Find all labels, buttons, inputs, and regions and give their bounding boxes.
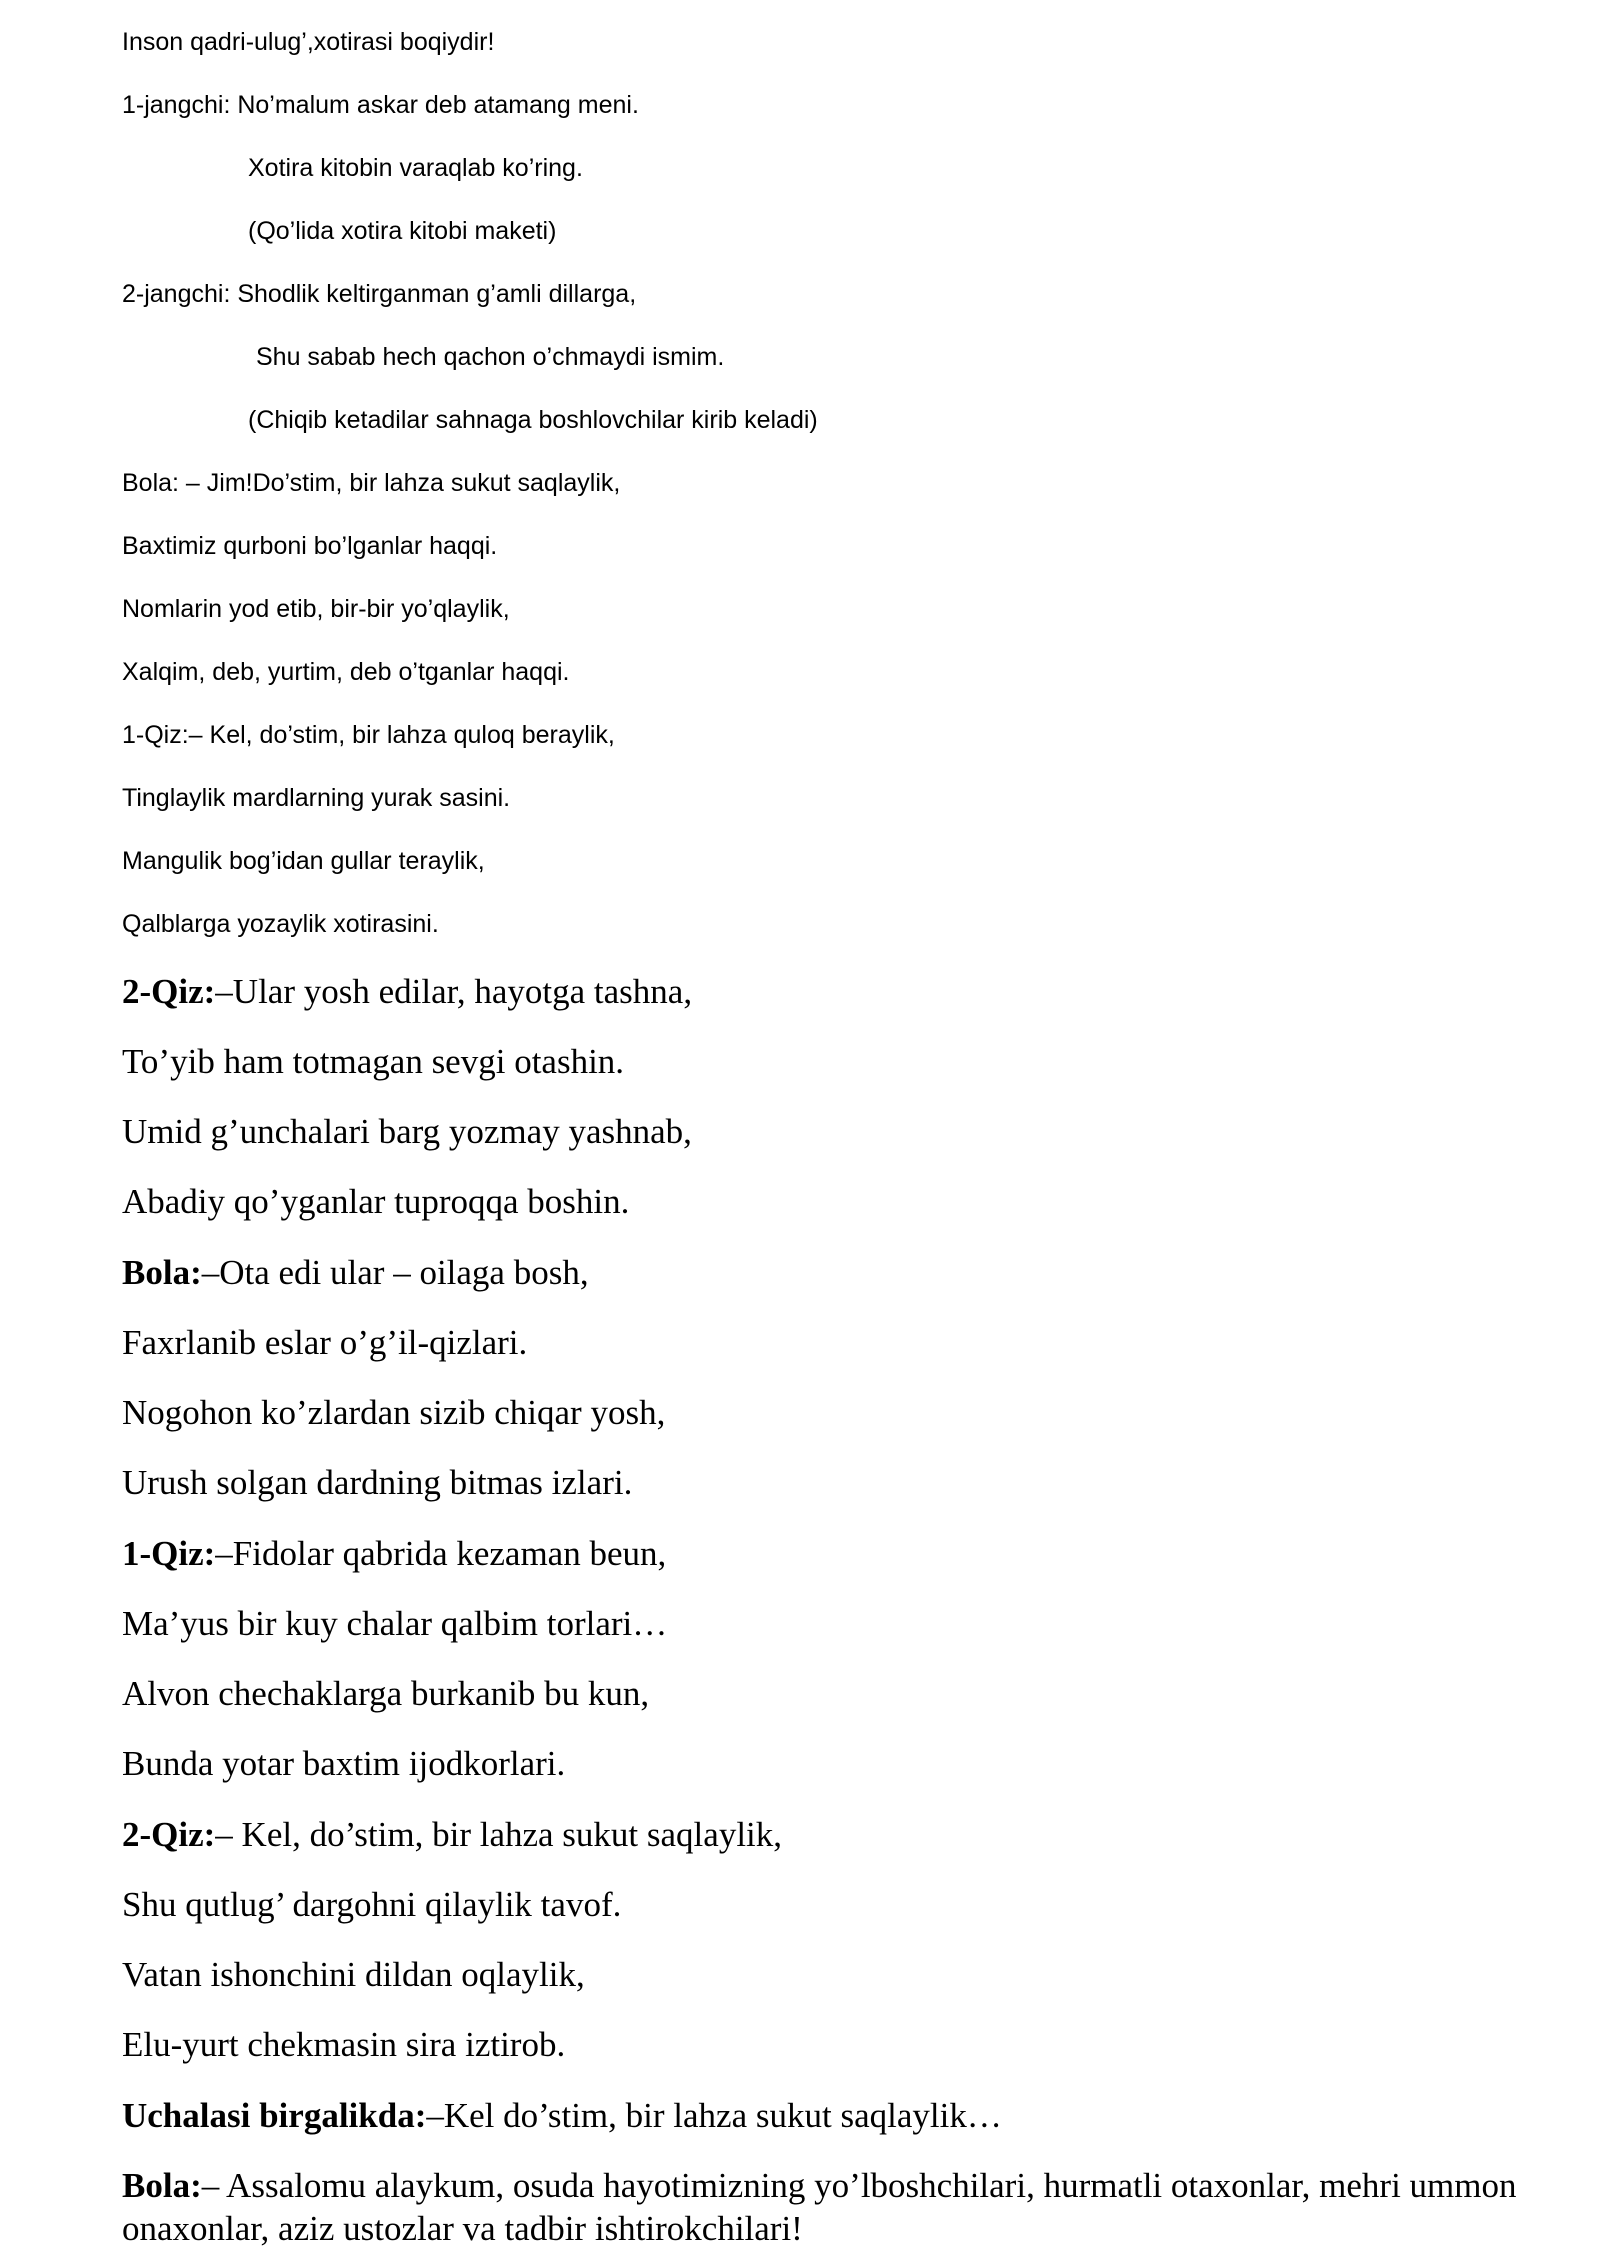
speaker-label: 2-Qiz:	[122, 1815, 216, 1854]
text-line: Inson qadri-ulug’,xotirasi boqiydir!	[122, 28, 495, 56]
verse-text: Umid g’unchalari barg yozmay yashnab,	[122, 1112, 692, 1151]
text-line: Qalblarga yozaylik xotirasini.	[122, 910, 439, 938]
text-line: 1-jangchi: No’malum askar deb atamang meni.	[122, 91, 639, 119]
verse-text: –Kel do’stim, bir lahza sukut saqlaylik…	[426, 2096, 1002, 2135]
text-line: Tinglaylik mardlarning yurak sasini.	[122, 784, 511, 812]
verse-line	[122, 970, 692, 1014]
verse-text: –Fidolar qabrida kezaman beun,	[215, 1534, 667, 1573]
verse-text: –Ular yosh edilar, hayotga tashna,	[215, 972, 693, 1011]
text-line: 2-jangchi: Shodlik keltirganman g’amli dillarga,	[122, 280, 637, 308]
verse-line	[122, 1251, 589, 1295]
verse-text: –Ota edi ular – oilaga bosh,	[201, 1253, 589, 1292]
text-line: Bola: – Jim!Do’stim, bir lahza sukut saqlaylik,	[122, 469, 621, 497]
speaker-label: Bola:	[122, 2166, 202, 2205]
speaker-label: 1-Qiz:	[122, 1534, 216, 1573]
verse-text: Urush solgan dardning bitmas izlari.	[122, 1463, 633, 1502]
verse-line	[122, 1883, 621, 1927]
verse-line	[122, 2023, 565, 2067]
verse-line	[122, 1602, 667, 1646]
verse-line	[122, 1813, 782, 1857]
verse-text: Shu qutlug’ dargohni qilaylik tavof.	[122, 1885, 622, 1924]
verse-line	[122, 1040, 624, 1084]
verse-text: Ma’yus bir kuy chalar qalbim torlari…	[122, 1604, 668, 1643]
speaker-label: Uchalasi birgalikda:	[122, 2096, 427, 2135]
stage-direction: (Chiqib ketadilar sahnaga boshlovchilar kirib keladi)	[248, 406, 818, 434]
verse-text: To’yib ham totmagan sevgi otashin.	[122, 1042, 625, 1081]
verse-line	[122, 1742, 565, 1786]
verse-text: – Kel, do’stim, bir lahza sukut saqlaylik,	[215, 1815, 783, 1854]
stage-direction: (Qo’lida xotira kitobi maketi)	[248, 217, 557, 245]
closing-paragraph	[122, 2164, 1522, 2250]
verse-text: Faxrlanib eslar o’g’il-qizlari.	[122, 1323, 528, 1362]
verse-text: Abadiy qo’yganlar tuproqqa boshin.	[122, 1182, 630, 1221]
text-line: Shu sabab hech qachon o’chmaydi ismim.	[256, 343, 725, 371]
verse-line	[122, 1110, 692, 1154]
text-line: Mangulik bog’idan gullar teraylik,	[122, 847, 485, 875]
verse-line	[122, 1953, 585, 1997]
verse-line	[122, 1672, 649, 1716]
speaker-label: 2-Qiz:	[122, 972, 216, 1011]
verse-text: Alvon chechaklarga burkanib bu kun,	[122, 1674, 650, 1713]
verse-text: Bunda yotar baxtim ijodkorlari.	[122, 1744, 566, 1783]
verse-line	[122, 1532, 666, 1576]
text-line: 1-Qiz:– Kel, do’stim, bir lahza quloq beraylik,	[122, 721, 615, 749]
text-line: Baxtimiz qurboni bo’lganlar haqqi.	[122, 532, 498, 560]
verse-line	[122, 1180, 629, 1224]
verse-line	[122, 1321, 527, 1365]
text-line: Nomlarin yod etib, bir-bir yo’qlaylik,	[122, 595, 510, 623]
speaker-label: Bola:	[122, 1253, 202, 1292]
verse-text: Elu-yurt chekmasin sira iztirob.	[122, 2025, 566, 2064]
verse-text: Vatan ishonchini dildan oqlaylik,	[122, 1955, 585, 1994]
verse-text: – Assalomu alaykum, osuda hayotimizning yo’lboshchilari, hurmatli otaxonlar, mehri ummon onaxonlar, aziz ustozlar va tadbir ishtirokchilari!	[122, 2166, 1517, 2248]
verse-text: Nogohon ko’zlardan sizib chiqar yosh,	[122, 1393, 666, 1432]
verse-line	[122, 1461, 632, 1505]
text-line: Xotira kitobin varaqlab ko’ring.	[248, 154, 583, 182]
verse-line	[122, 2094, 1002, 2138]
verse-line	[122, 1391, 665, 1435]
text-line: Xalqim, deb, yurtim, deb o’tganlar haqqi.	[122, 658, 570, 686]
